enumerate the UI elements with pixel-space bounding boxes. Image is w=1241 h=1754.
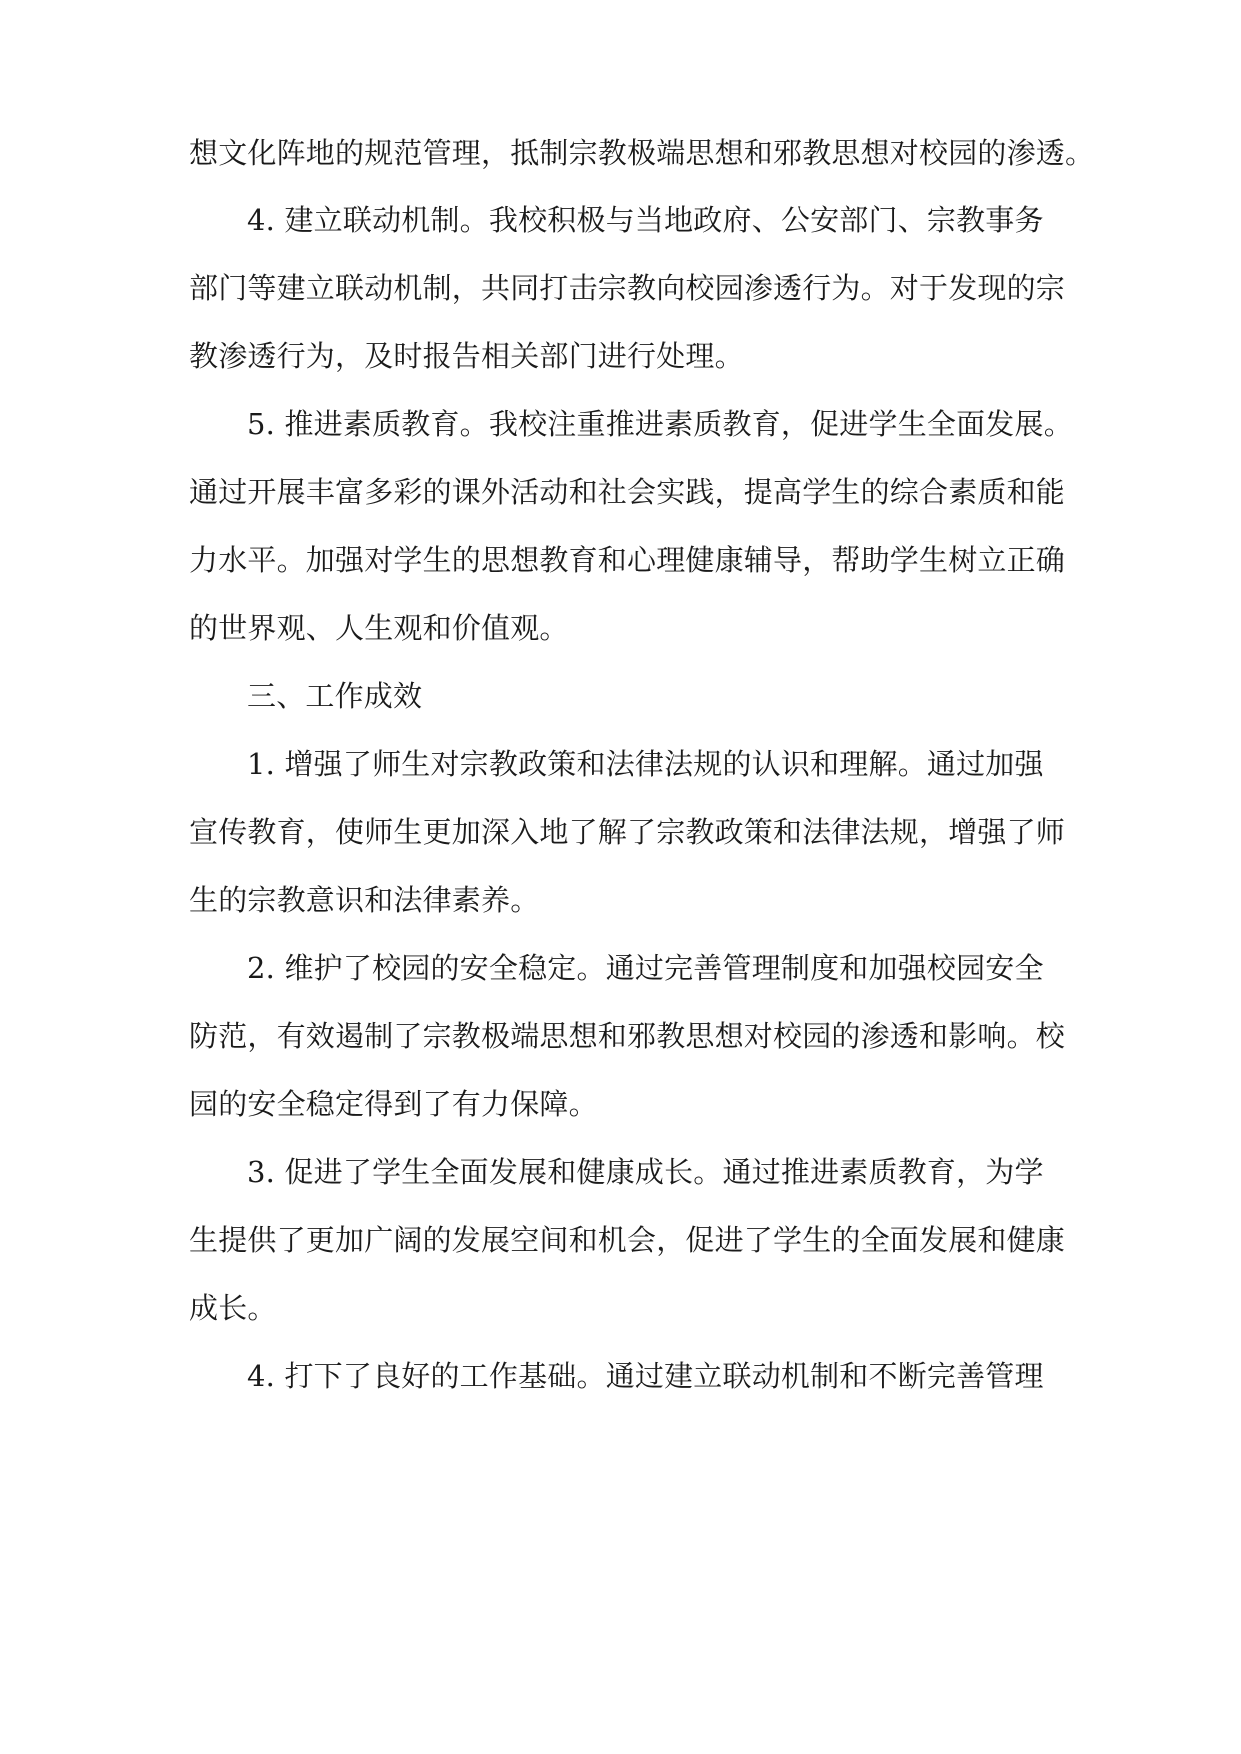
text-line: 宣传教育，使师生更加深入地了解了宗教政策和法律法规，增强了师 — [189, 815, 1066, 849]
list-item-heading: 2. 维护了校园的安全稳定。通过完善管理制度和加强校园安全 — [247, 951, 1044, 985]
text-line: 通过开展丰富多彩的课外活动和社会实践，提高学生的综合素质和能 — [189, 475, 1066, 509]
section-heading: 三、工作成效 — [247, 679, 423, 713]
text-line: 想文化阵地的规范管理，抵制宗教极端思想和邪教思想对校园的渗透。 — [189, 136, 1095, 170]
list-item-heading: 4. 建立联动机制。我校积极与当地政府、公安部门、宗教事务 — [247, 203, 1044, 237]
text-line: 的世界观、人生观和价值观。 — [189, 611, 569, 645]
list-item-heading: 5. 推进素质教育。我校注重推进素质教育，促进学生全面发展。 — [247, 407, 1073, 441]
text-line: 生的宗教意识和法律素养。 — [189, 883, 540, 917]
text-line: 力水平。加强对学生的思想教育和心理健康辅导，帮助学生树立正确 — [189, 543, 1066, 577]
text-line: 成长。 — [189, 1291, 277, 1325]
list-item-heading: 4. 打下了良好的工作基础。通过建立联动机制和不断完善管理 — [247, 1359, 1044, 1393]
list-item-heading: 1. 增强了师生对宗教政策和法律法规的认识和理解。通过加强 — [247, 747, 1044, 781]
text-line: 部门等建立联动机制，共同打击宗教向校园渗透行为。对于发现的宗 — [189, 271, 1066, 305]
text-line: 防范，有效遏制了宗教极端思想和邪教思想对校园的渗透和影响。校 — [189, 1019, 1066, 1053]
text-line: 园的安全稳定得到了有力保障。 — [189, 1087, 598, 1121]
text-line: 生提供了更加广阔的发展空间和机会，促进了学生的全面发展和健康 — [189, 1223, 1066, 1257]
list-item-heading: 3. 促进了学生全面发展和健康成长。通过推进素质教育，为学 — [247, 1155, 1044, 1189]
text-line: 教渗透行为，及时报告相关部门进行处理。 — [189, 339, 744, 373]
